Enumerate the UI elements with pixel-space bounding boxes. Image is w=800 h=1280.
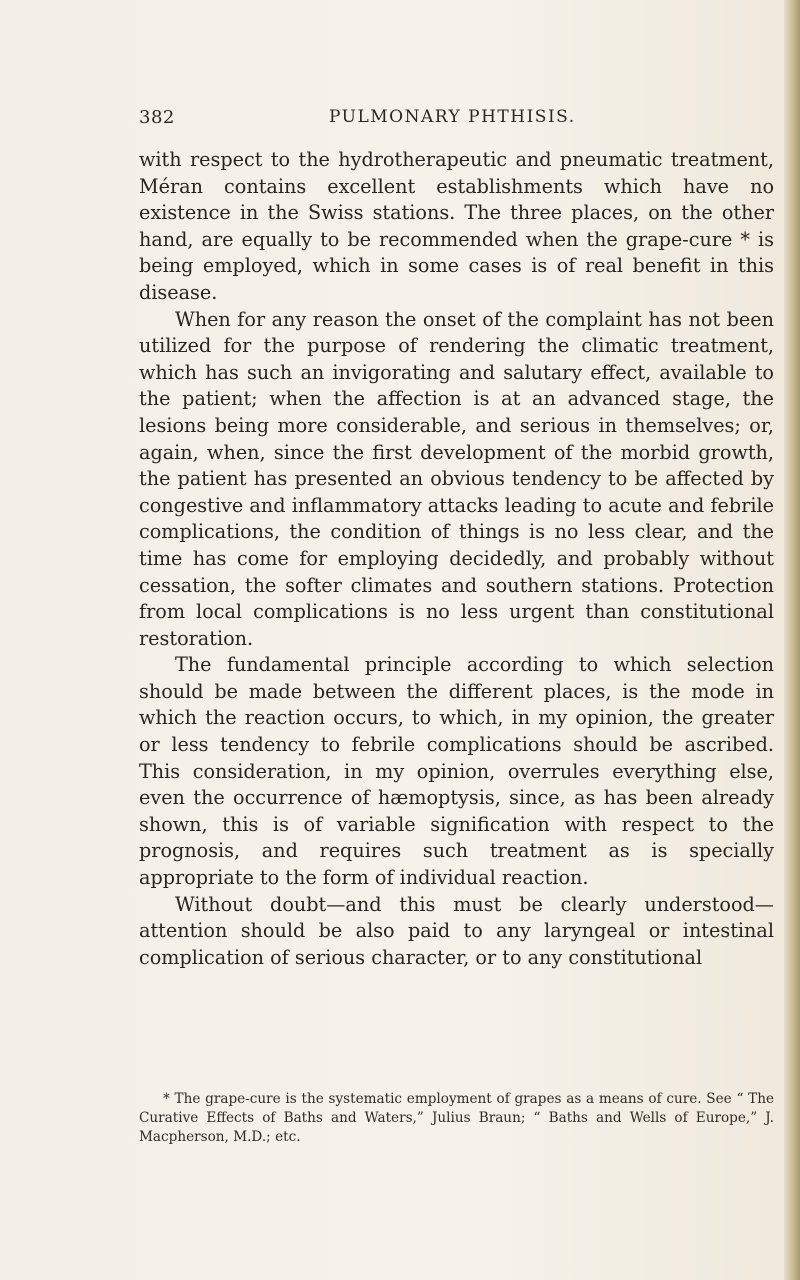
paragraph: When for any reason the onset of the complaint has not been utilized for the purpose of rendering the climatic treatment, which has such an invigorating and salutary effect, available to the patient; when the affection is at an advanced stage, the lesions being more considerable, and serious in themselves; or, again, when, since the first development of the morbid growth, the patient has presented an obvious tendency to be affected by congestive and inflammatory attacks leading to acute and febrile complications, the condition of things is no less clear, and the time has come for employing decidedly, and probably without cessation, the softer climates and southern stations. Protection from local complications is no less urgent than constitutional restoration.	[139, 307, 774, 650]
footnote	[139, 1090, 774, 1147]
paragraph: Without doubt—and this must be clearly understood—attention should be also paid to any laryngeal or intestinal complication of serious character, or to any constitutional	[139, 892, 774, 969]
body-text	[139, 147, 774, 971]
paragraph: The fundamental principle according to which selection should be made between the different places, is the mode in which the reaction occurs, to which, in my opinion, the greater or less tendency to febrile complications should be ascribed. This consideration, in my opinion, overrules everything else, even the occurrence of hæmoptysis, since, as has been already shown, this is of variable signification with respect to the prognosis, and requires such treatment as is specially appropriate to the form of individual reaction.	[139, 653, 774, 890]
page-edge	[784, 0, 800, 1280]
running-head	[139, 107, 774, 135]
running-title: PULMONARY PHTHISIS.	[329, 107, 576, 127]
footnote-text: * The grape-cure is the systematic employment of grapes as a means of cure. See “ The Curative Effects of Baths and Waters,” Julius Braun; “ Baths and Wells of Europe,” J. Macpherson, M.D.; etc.	[139, 1091, 774, 1145]
paragraph: with respect to the hydrotherapeutic and pneumatic treatment, Méran contains excellent establishments which have no existence in the Swiss stations. The three places, on the other hand, are equally to be recommended when the grape-cure * is being employed, which in some cases is of real benefit in this disease.	[139, 148, 774, 304]
page-number: 382	[139, 107, 175, 128]
